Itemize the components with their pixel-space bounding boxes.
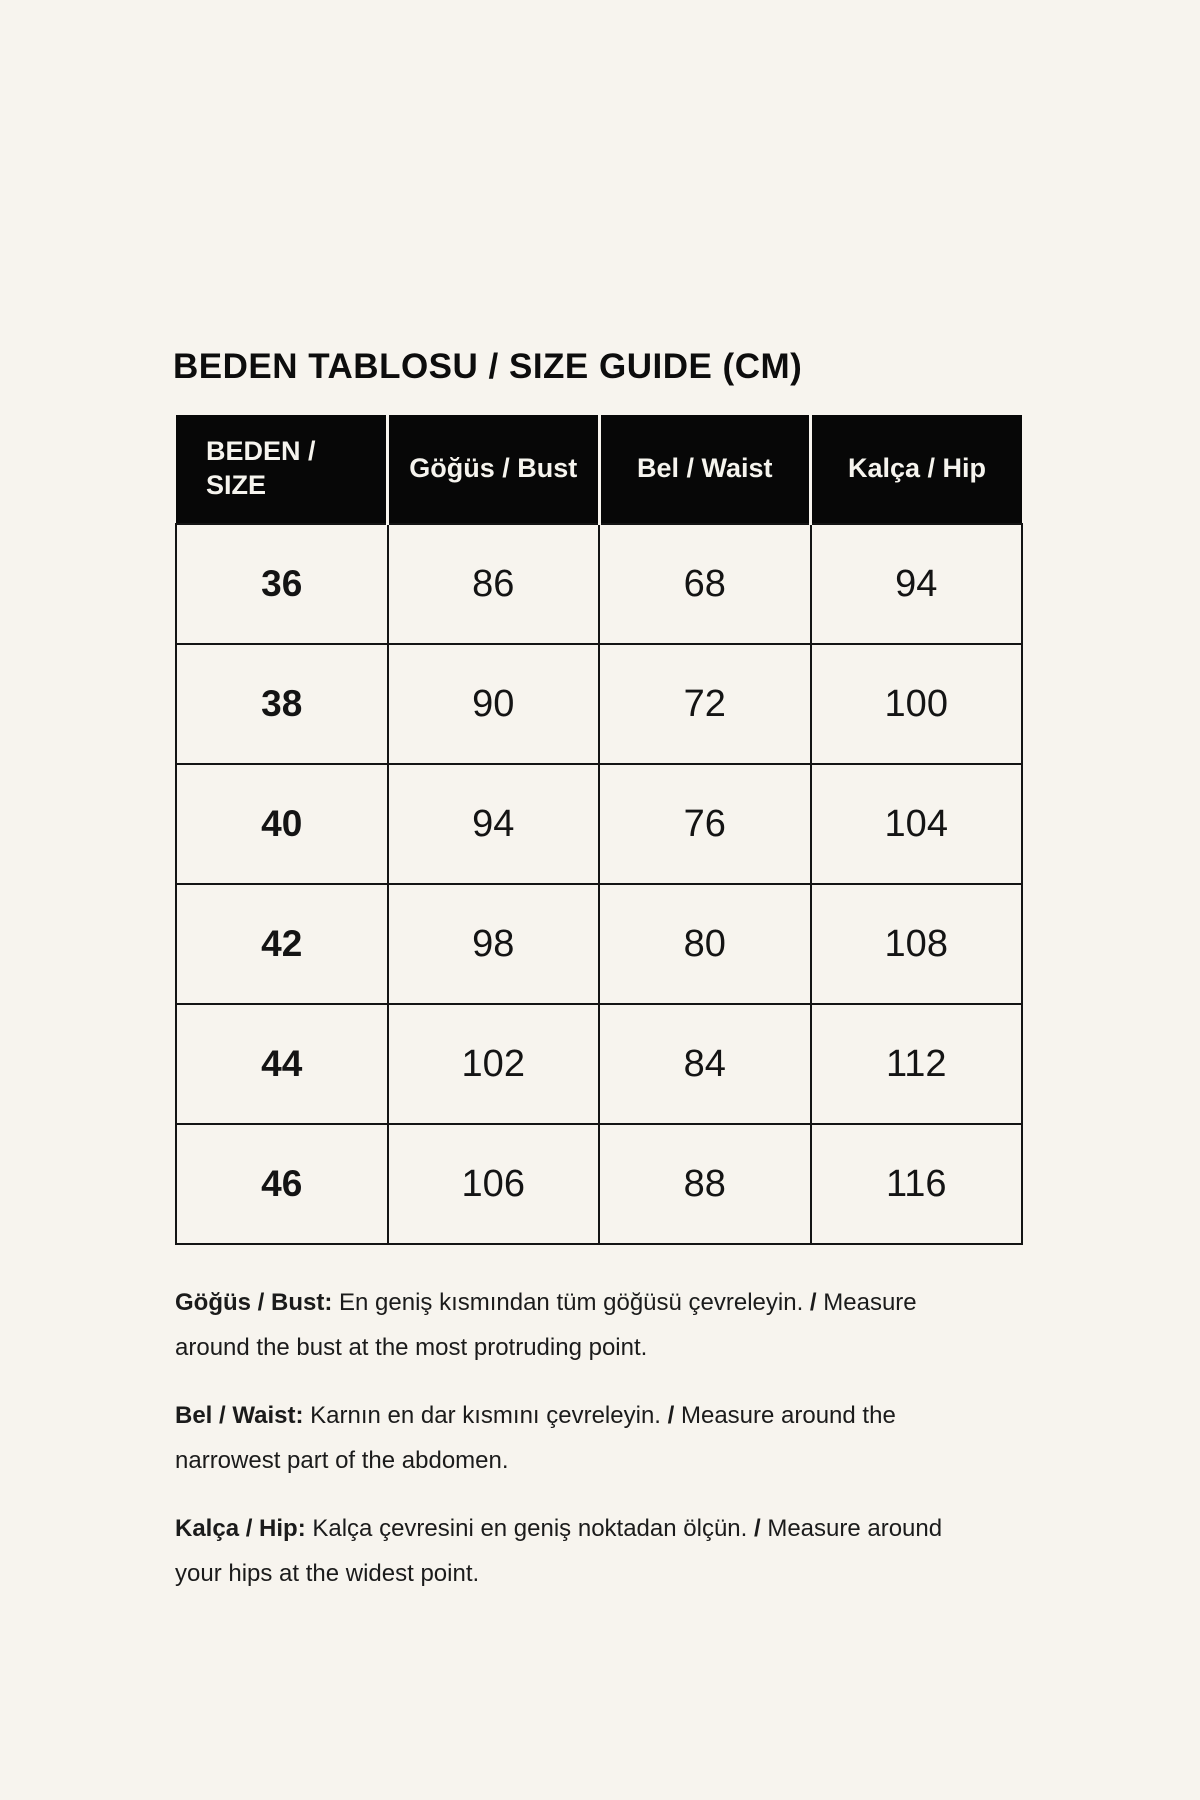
note-separator: / [809,1289,817,1316]
column-header: Göğüs / Bust [388,415,600,524]
note-text-en: Measure around the bust at the most protruding point. [175,1289,917,1361]
size-table-body [176,524,1022,1244]
hip-cell: 94 [811,524,1023,644]
note-text-tr: En geniş kısmından tüm göğüsü çevreleyin. [332,1289,810,1316]
hip-cell: 112 [811,1004,1023,1124]
waist-cell: 80 [599,884,811,1004]
size-cell: 46 [176,1124,388,1244]
measurement-notes-section [175,1280,975,1619]
note-item [175,1506,975,1596]
column-header: BEDEN / SIZE [176,415,388,524]
size-cell: 44 [176,1004,388,1124]
size-cell: 42 [176,884,388,1004]
note-text-tr: Karnın en dar kısmını çevreleyin. [303,1402,668,1429]
note-text-en: Measure around your hips at the widest point. [175,1515,943,1587]
size-cell: 38 [176,644,388,764]
bust-cell: 98 [388,884,600,1004]
note-item [175,1280,975,1370]
bust-cell: 102 [388,1004,600,1124]
table-row [176,1004,1022,1124]
column-header: Bel / Waist [599,415,811,524]
hip-cell: 116 [811,1124,1023,1244]
size-table-header-row [176,415,1022,524]
note-item [175,1393,975,1483]
note-label: Göğüs / Bust: [175,1289,333,1316]
table-row [176,1124,1022,1244]
hip-cell: 100 [811,644,1023,764]
bust-cell: 90 [388,644,600,764]
waist-cell: 88 [599,1124,811,1244]
waist-cell: 72 [599,644,811,764]
bust-cell: 86 [388,524,600,644]
waist-cell: 84 [599,1004,811,1124]
note-label: Bel / Waist: [175,1402,304,1429]
note-text-tr: Kalça çevresini en geniş noktadan ölçün. [305,1515,754,1542]
size-cell: 36 [176,524,388,644]
page-title: BEDEN TABLOSU / SIZE GUIDE (CM) [173,347,803,387]
column-header: Kalça / Hip [811,415,1023,524]
waist-cell: 76 [599,764,811,884]
table-row [176,884,1022,1004]
hip-cell: 108 [811,884,1023,1004]
note-text-en: Measure around the narrowest part of the abdomen. [175,1402,896,1474]
bust-cell: 94 [388,764,600,884]
table-row [176,524,1022,644]
hip-cell: 104 [811,764,1023,884]
size-cell: 40 [176,764,388,884]
table-row [176,764,1022,884]
bust-cell: 106 [388,1124,600,1244]
note-separator: / [753,1515,761,1542]
size-table-head [176,415,1022,524]
waist-cell: 68 [599,524,811,644]
note-separator: / [667,1402,675,1429]
note-label: Kalça / Hip: [175,1515,306,1542]
size-guide-table [175,415,1023,1245]
table-row [176,644,1022,764]
